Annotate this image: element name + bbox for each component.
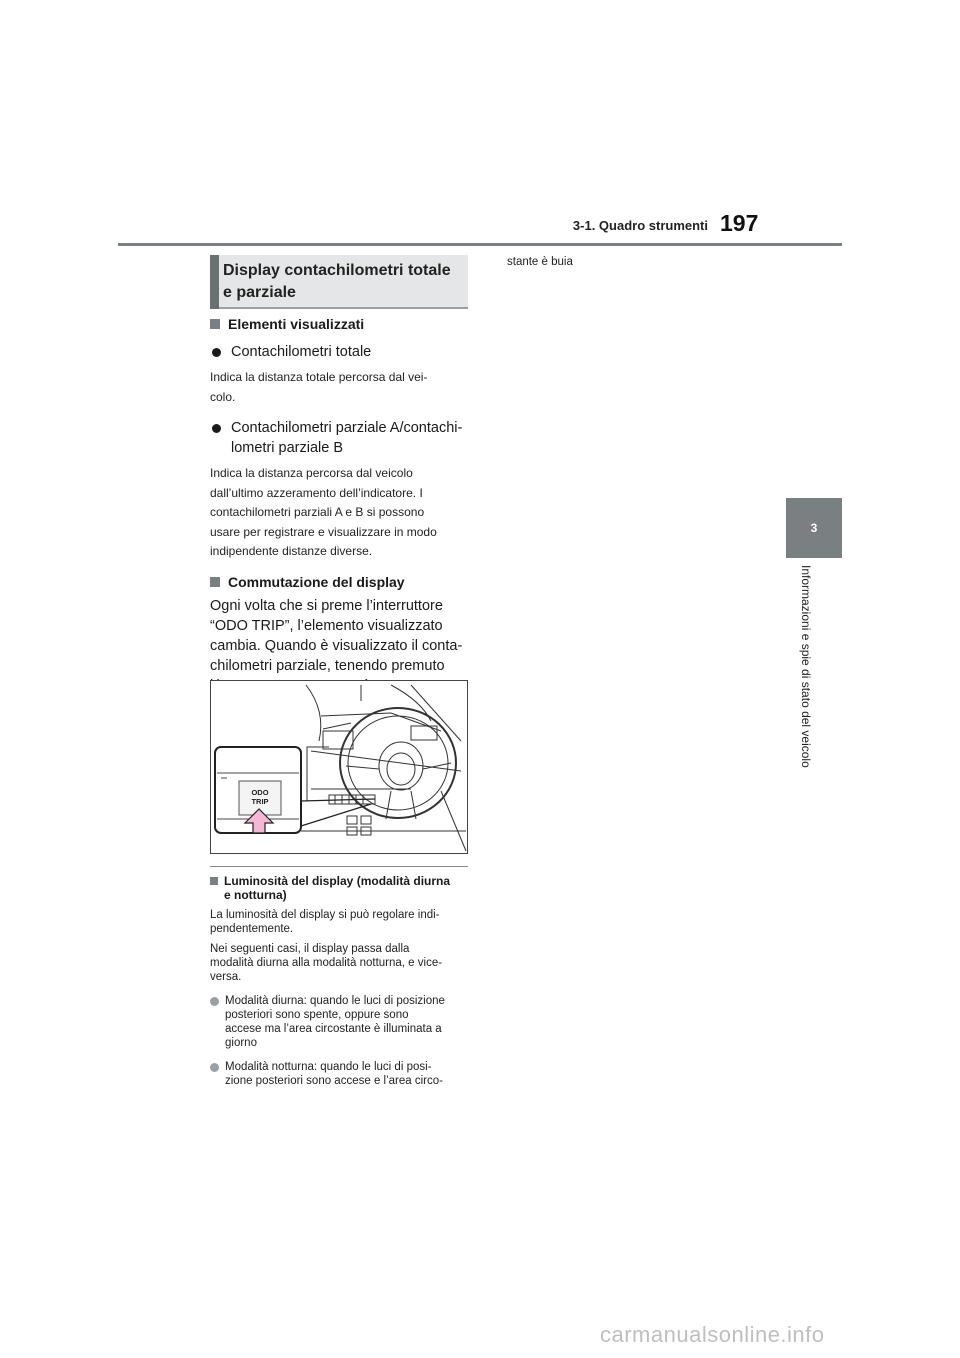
bullet-dot-icon bbox=[210, 1063, 219, 1072]
right-column-continuation: stante è buia bbox=[507, 256, 573, 268]
header-rule bbox=[118, 243, 842, 246]
section-heading: Display contachilometri totale e parziale bbox=[223, 262, 451, 301]
bullet-dot-icon bbox=[210, 997, 219, 1006]
notes-para1: La luminosità del display si può regolare indi- pendentemente. bbox=[210, 909, 440, 935]
bullet-dot-icon bbox=[212, 424, 221, 433]
chapter-tab[interactable] bbox=[786, 498, 842, 558]
section-heading-box bbox=[210, 255, 468, 309]
notes-bullet-day: Modalità diurna: quando le luci di posizione posteriori sono spente, oppure sono accese ma l’area circostante è illuminata a giorno bbox=[210, 994, 470, 1050]
item-odometer-desc: Indica la distanza totale percorsa dal vei- colo. bbox=[210, 370, 428, 404]
figure-rule bbox=[210, 866, 468, 867]
chapter-title: Informazioni e spie di stato del veicolo bbox=[799, 565, 813, 768]
square-bullet-icon bbox=[210, 319, 220, 329]
square-bullet-icon bbox=[210, 577, 220, 587]
subheading-switching: Commutazione del display bbox=[210, 574, 470, 590]
item-tripmeter-desc: Indica la distanza percorsa dal veicolo dall’ultimo azzeramento dell’indicatore. I contachilometri parziali A e B si possono usare per registrare e visualizzare in modo indipendente distanze diverse. bbox=[210, 466, 437, 558]
dashboard-drawing bbox=[211, 681, 467, 853]
bullet-dot-icon bbox=[212, 348, 221, 357]
heading-accent-bar bbox=[210, 255, 219, 309]
footer-watermark[interactable]: carmanualsonline.info bbox=[600, 1322, 825, 1347]
page-number: 197 bbox=[720, 210, 759, 236]
notes-section bbox=[210, 874, 470, 1088]
chapter-number: 3 bbox=[810, 521, 818, 535]
section-title: 3-1. Quadro strumenti bbox=[572, 218, 708, 233]
notes-heading: Luminosità del display (modalità diurna e notturna) bbox=[210, 874, 470, 902]
square-bullet-icon bbox=[210, 877, 218, 885]
switching-paragraph: Ogni volta che si preme l’interruttore “ODO TRIP”, l’elemento visualizzato cambia. Quando è visualizzato il conta- chilometri parziale, tenendo premuto bbox=[210, 597, 463, 674]
dashboard-illustration bbox=[210, 680, 468, 854]
notes-para2: Nei seguenti casi, il display passa dalla modalità diurna alla modalità notturna, e vice- versa. bbox=[210, 943, 443, 983]
notes-bullet-night: Modalità notturna: quando le luci di posi- zione posteriori sono accese e l’area circo- bbox=[210, 1060, 470, 1088]
item-tripmeter: Contachilometri parziale A/contachi- lometri parziale B bbox=[210, 418, 470, 458]
left-column bbox=[210, 316, 470, 696]
odo-trip-button[interactable]: ODO TRIP bbox=[251, 788, 269, 806]
item-odometer: Contachilometri totale bbox=[210, 342, 470, 362]
subheading-elements: Elementi visualizzati bbox=[210, 316, 470, 332]
